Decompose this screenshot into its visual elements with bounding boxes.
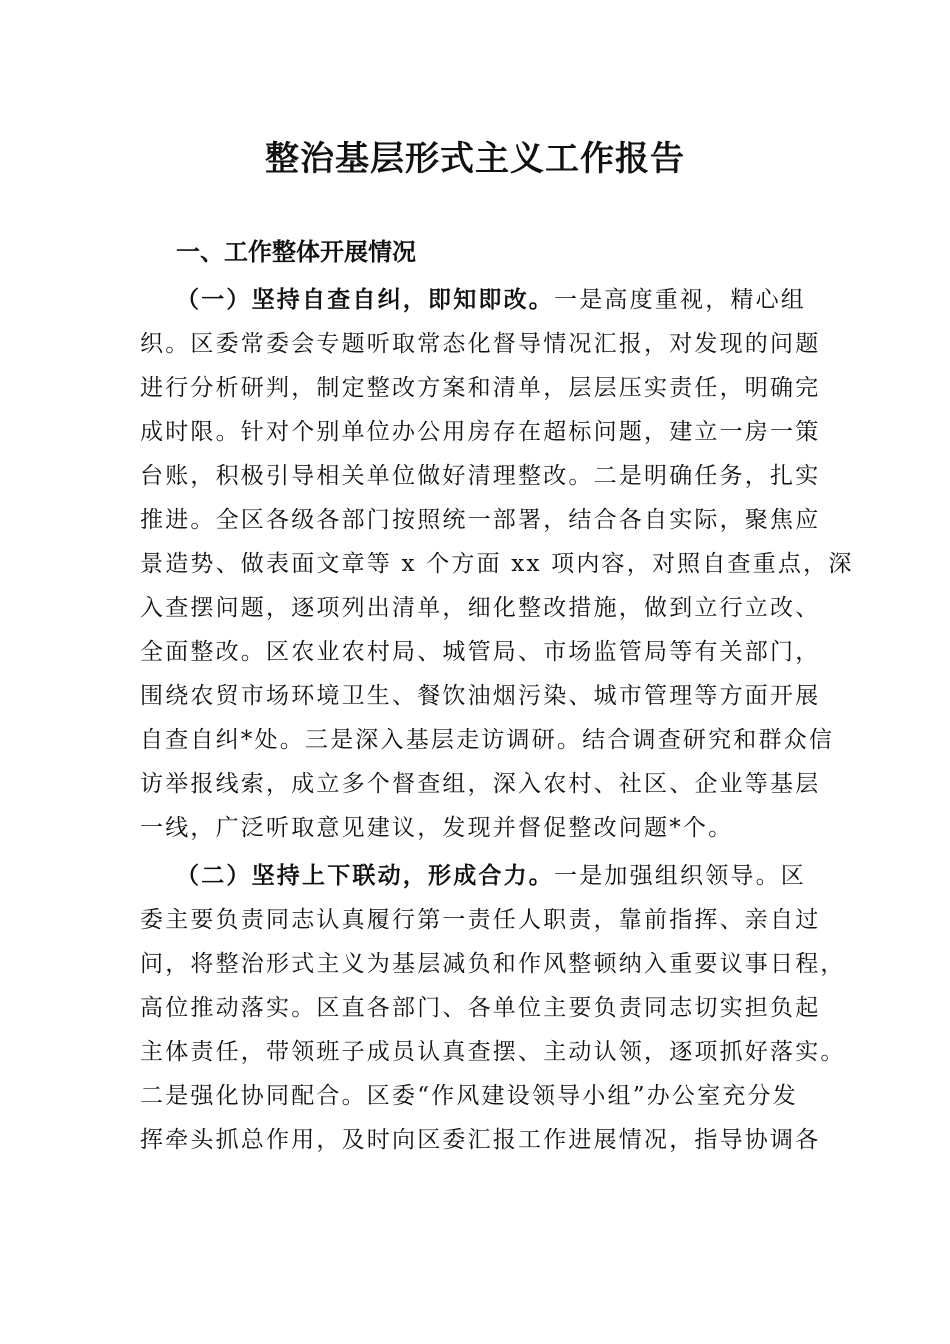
paragraph-1-line: 台账，积极引导相关单位做好清理整改。二是明确任务，扎实 <box>140 463 821 489</box>
paragraph-2-lead: （二）坚持上下联动，形成合力。 <box>176 862 554 889</box>
paragraph-1-line: 全面整改。区农业农村局、城管局、市场监管局等有关部门， <box>140 639 821 665</box>
paragraph-2-first-line <box>176 854 806 898</box>
paragraph-1-line: 成时限。针对个别单位办公用房存在超标问题，建立一房一策 <box>140 419 821 445</box>
paragraph-1-line: 织。区委常委会专题听取常态化督导情况汇报，对发现的问题 <box>140 331 821 357</box>
paragraph-2-line: 高位推动落实。区直各部门、各单位主要负责同志切实担负起 <box>140 995 821 1021</box>
paragraph-1-first-line <box>176 278 806 322</box>
document-title: 整治基层形式主义工作报告 <box>265 139 685 179</box>
paragraph-1-line: 进行分析研判，制定整改方案和清单，层层压实责任，明确完 <box>140 375 821 401</box>
paragraph-2-line: 挥牵头抓总作用，及时向区委汇报工作进展情况，指导协调各 <box>140 1127 821 1153</box>
paragraph-2-line-1-rest: 一是加强组织领导。区 <box>554 863 806 889</box>
paragraph-2-line: 主体责任，带领班子成员认真查摆、主动认领，逐项抓好落实。 <box>140 1039 846 1065</box>
paragraph-1-line: 自查自纠*处。三是深入基层走访调研。结合调查研究和群众信 <box>140 727 835 753</box>
paragraph-1-line: 景造势、做表面文章等 x 个方面 xx 项内容，对照自查重点，深 <box>140 551 854 577</box>
section-heading: 一、工作整体开展情况 <box>176 238 416 266</box>
paragraph-1-line: 围绕农贸市场环境卫生、餐饮油烟污染、城市管理等方面开展 <box>140 683 821 709</box>
paragraph-1-line-1-rest: 一是高度重视，精心组 <box>554 287 806 313</box>
paragraph-2-line: 二是强化协同配合。区委“作风建设领导小组”办公室充分发 <box>140 1083 798 1109</box>
paragraph-1-line: 一线，广泛听取意见建议，发现并督促整改问题*个。 <box>140 815 734 841</box>
paragraph-1-line: 推进。全区各级各部门按照统一部署，结合各自实际，聚焦应 <box>140 507 821 533</box>
paragraph-2-line: 委主要负责同志认真履行第一责任人职责，靠前指挥、亲自过 <box>140 907 821 933</box>
paragraph-1-lead: （一）坚持自查自纠，即知即改。 <box>176 286 554 313</box>
paragraph-1-line: 入查摆问题，逐项列出清单，细化整改措施，做到立行立改、 <box>140 595 821 621</box>
paragraph-2-line: 问，将整治形式主义为基层减负和作风整顿纳入重要议事日程， <box>140 951 846 977</box>
paragraph-1-line: 访举报线索，成立多个督查组，深入农村、社区、企业等基层 <box>140 771 821 797</box>
